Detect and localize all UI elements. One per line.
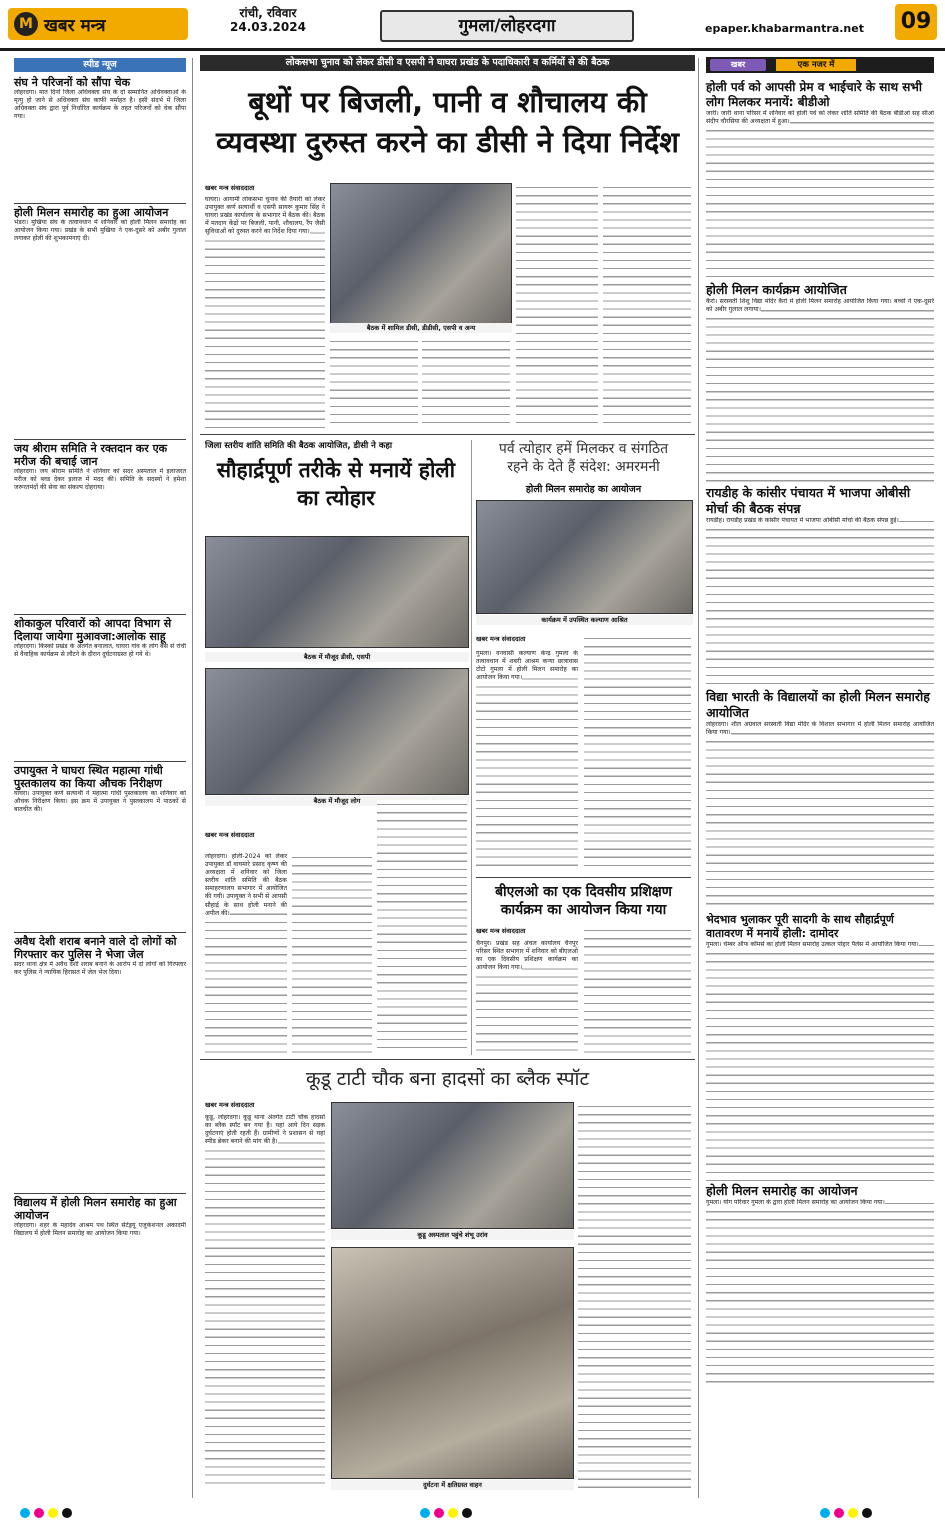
lead-photo xyxy=(330,183,512,325)
story3-subhead: होली मिलन समारोह का आयोजन xyxy=(525,484,642,495)
brand-mark-icon: M xyxy=(14,12,38,36)
page-number: 09 xyxy=(895,4,937,40)
news-body: लोहरदगा। किस्को प्रखंड के अंतर्गत बनालात, घाघरा गांव के लोग बस से रांची से वैवाहिक कार्यक्रम से लौटने के दौरान दुर्घटनाग्रस्त हो गये थे। xyxy=(14,643,186,659)
news-headline: होली मिलन समारोह का आयोजन xyxy=(706,1183,858,1198)
date-line: 24.03.2024 xyxy=(230,20,306,34)
story3-byline: खबर मन्त्र संवाददाता xyxy=(476,635,526,643)
story5-photo2-caption: दुर्घटना में क्षतिग्रस्त वाहन xyxy=(331,1480,574,1490)
news-body: जारी। जारी थाना परिसर में शनिवार को होली पर्व को लेकर शांति समिति की बैठक बीडीओ सह सीओ संदीप चौरसिया की अध्यक्षता में हुआ। xyxy=(706,110,934,280)
right-news-column xyxy=(706,80,934,1500)
lead-body-col5 xyxy=(603,183,691,428)
news-headline: होली पर्व को आपसी प्रेम व भाईचारे के साथ सभी लोग मिलकर मनायें: बीडीओ xyxy=(706,80,922,109)
story5-photo1 xyxy=(331,1102,574,1229)
story5-byline: खबर मन्त्र संवाददाता xyxy=(205,1101,255,1109)
print-color-marks xyxy=(420,1503,476,1522)
story3-body-col1: गुमला। वनवासी कल्याण केन्द्र गुमला के तत्वावधान में शबरी आश्रम कन्या छात्रावास टोटो गुमला में होली मिलन समारोह का आयोजन किया गया। xyxy=(476,650,578,872)
left-news-column xyxy=(14,76,186,1496)
news-body: लोहरदगा। शील अग्रवाल सरस्वती विद्या मंदिर के विशाल सभागार में होली मिलन समारोह आयोजित किया गया। xyxy=(706,721,934,911)
news-headline: संघ ने परिजनों को सौंपा चेक xyxy=(14,76,131,89)
news-body: घाघरा। उपायुक्त कर्ण सत्यार्थी ने महात्मा गांधी पुस्तकालय का शनिवार को औचक निरीक्षण किया। इस क्रम में उपायुक्त ने पुस्तकालय में पाठकों से बातचीत की। xyxy=(14,790,186,814)
news-headline: रायडीह के कांसीर पंचायत में भाजपा ओबीसी मोर्चा की बैठक संपन्न xyxy=(706,485,911,516)
story2-photo1 xyxy=(205,536,469,648)
speed-news-tag: स्पीड न्यूज xyxy=(14,58,186,72)
place-line: रांची, रविवार xyxy=(239,6,297,20)
brand-logo[interactable] xyxy=(8,8,188,40)
story3-headline-line1: पर्व त्योहार हमें मिलकर व संगठित xyxy=(498,441,669,457)
story4-headline: बीएलओ का एक दिवसीय प्रशिक्षण कार्यक्रम का आयोजन किया गया xyxy=(495,884,672,918)
site-url[interactable]: epaper.khabarmantra.net xyxy=(705,22,864,35)
story5-body-col1: कूडू, लोहरदगा। कूडू थाना अंतर्गत टाटी चौक हादसों का ब्लैक स्पॉट बन गया है। यहां आये दिन सड़क दुर्घटनाएं होती रहती हैं। ग्रामीणों ने प्रशासन से यहां स्पीड ब्रेकर बनाने की मांग की है। xyxy=(205,1114,325,1490)
news-body: भंडरा। मुखिया संघ के तत्वावधान में शनिवार को होली मिलन समारोह का आयोजन किया गया। प्रखंड के सभी मुखिया ने एक-दूसरे को अबीर गुलाल लगाकर होली की शुभकामनाएं दी। xyxy=(14,219,186,243)
story2-photo2-caption: बैठक में मौजूद लोग xyxy=(205,796,469,806)
story5-photo2 xyxy=(331,1247,574,1479)
news-body: गुमला। चेम्बर ऑफ कॉमर्स का होली मिलन समारोह उत्कल पोद्दार पैलेस में आयोजित किया गया। xyxy=(706,941,934,1181)
story5-headline: कूडू टाटी चौक बना हादसों का ब्लैक स्पॉट xyxy=(305,1068,590,1090)
news-headline: विद्या भारती के विद्यालयों का होली मिलन समारोह आयोजित xyxy=(706,689,930,720)
news-body: लोहरदगा। शहर के महादेव आश्रम पथ स्थित सेंटेंड्रयू एजुकेशनल अकादमी विद्यालय में होली मिलन समारोह का आयोजन किया गया। xyxy=(14,1222,186,1238)
news-headline: उपायुक्त ने घाघरा स्थित महात्मा गांधी पुस्तकालय का किया औचक निरीक्षण xyxy=(14,764,163,790)
column-divider xyxy=(698,58,699,1498)
story2-photo1-caption: बैठक में मौजूद डीसी, एसपी xyxy=(205,652,469,662)
story2-body-col1: लोहरदगा। होली-2024 को लेकर उपायुक्त डॉ वाघमारे प्रसाद कृष्ण की अध्यक्षता में शनिवार को जिला स्तरीय शांति समिति की बैठक समाहरणालय सभागार में आयोजित की गयी। उपायुक्त ने सभी से आपसी सौहार्द्र के साथ होली मनाने की अपील की। xyxy=(205,853,287,1053)
news-headline: शोकाकुल परिवारों को आपदा विभाग से दिलाया जायेगा मुआवजा:आलोक साहू xyxy=(14,617,172,643)
place-date xyxy=(230,6,306,34)
lead-body-col1: घाघरा। आगामी लोकसभा चुनाव की तैयारी को लेकर उपायुक्त कर्ण सत्यार्थी व एसपी सायरू कुमार सिंह ने घाघरा प्रखंड कार्यालय के सभागार में बैठक की। बैठक में मतदान केंद्रों पर बिजली, पानी, शौचालय, रैंप जैसी सुविधाओं को दुरुस्त करने का निर्देश दिया गया। xyxy=(205,196,325,428)
story2-byline: खबर मन्त्र संवाददाता xyxy=(205,831,255,839)
news-body: रायडीह। रायडीह प्रखंड के कांसीर पंचायत में भाजपा ओबीसी मोर्चा की बैठक संपन्न हुई। xyxy=(706,517,934,687)
story3-photo-caption: कार्यक्रम में उपस्थित कल्याण आश्रित xyxy=(476,615,693,625)
lead-headline: बूथों पर बिजली, पानी व शौचालय की व्यवस्था दुरुस्त करने का डीसी ने दिया निर्देश xyxy=(215,85,680,159)
print-color-marks xyxy=(820,1503,876,1522)
lead-photo-caption: बैठक में शामिल डीसी, डीडीसी, एसपी व अन्य xyxy=(330,323,512,333)
lead-body-col2 xyxy=(330,337,418,428)
right-tag-bar xyxy=(706,57,934,73)
news-headline: विद्यालय में होली मिलन समारोह का हुआ आयोजन xyxy=(14,1196,177,1222)
lead-body-col4 xyxy=(516,183,598,428)
news-headline: जय श्रीराम समिति ने रक्तदान कर एक मरीज की बचाई जान xyxy=(14,442,168,468)
news-body: सदर थाना क्षेत्र में अवैध देशी शराब बनाने के आरोप में दो लोगों को गिरफ्तार कर पुलिस ने न्यायिक हिरासत में जेल भेज दिया। xyxy=(14,961,186,977)
story5-photo1-caption: कूडू अस्पताल पहुंचे शंभू उरांव xyxy=(331,1230,574,1240)
story2-kicker: जिला स्तरीय शांति समिति की बैठक आयोजित, डीसी ने कहा xyxy=(205,441,393,451)
story3-body-col2 xyxy=(584,634,691,872)
column-divider xyxy=(192,58,193,1498)
news-headline: होली मिलन समारोह का हुआ आयोजन xyxy=(14,206,169,219)
news-body: गुमला। योग परिवार गुमला के द्वारा होली मिलन समारोह का आयोजन किया गया। xyxy=(706,1199,934,1389)
story4-byline: खबर मन्त्र संवाददाता xyxy=(476,927,526,935)
story5-body-col2 xyxy=(578,1102,691,1490)
news-headline: अवैध देशी शराब बनाने वाले दो लोगों को गिरफ्तार कर पुलिस ने भेजा जेल xyxy=(14,935,177,961)
story4-body-col2 xyxy=(584,926,691,1053)
right-tag-label: खबर xyxy=(710,59,766,71)
news-headline: भेदभाव भुलाकर पूरी सादगी के साथ सौहार्द्रपूर्ण वातावरण में मनायें होली: दामोदर xyxy=(706,913,894,940)
brand-name: खबर मन्त्र xyxy=(44,16,106,36)
right-tag-title: एक नजर में xyxy=(776,59,856,71)
lead-body-col3 xyxy=(422,337,510,428)
news-body: कैरो। सरस्वती शिशु विद्या मंदिर कैरो में होली मिलन समारोह आयोजित किया गया। बच्चों ने एक-दूसरे को अबीर गुलाल लगाया। xyxy=(706,298,934,483)
news-body: लोहरदगा। मात दिनों जिला अधिवक्ता संघ के दो सम्मानित अधिवक्ताओं के मृत्यु हो जाने से अधिवक्ता संघ काफी मर्माहत है। इसी संदर्भ में जिला अधिवक्ता संघ द्वारा पूर्व निर्धारित कार्यक्रम के तहत परिजनों को चेक सौंपा गया। xyxy=(14,89,186,121)
story3-photo xyxy=(476,500,693,614)
print-color-marks xyxy=(20,1503,76,1522)
lead-byline: खबर मन्त्र संवाददाता xyxy=(205,184,255,192)
news-body: लोहरदगा। जय श्रीराम समिति ने शनिवार को सदर अस्पताल में इलाजरत मरीज को ब्लड देकर इलाज में मदद की। समिति के सदस्यों ने हमेशा जरूरतमंदों की सेवा का संकल्प दोहराया। xyxy=(14,468,186,492)
section-title: गुमला/लोहरदगा xyxy=(380,10,634,42)
story4-body-col1: चैनपुर। प्रखंड सह अंचल कार्यालय चैनपुर परिसर स्थित सभागार में शनिवार को बीएलओ का एक दिवसीय प्रशिक्षण कार्यक्रम का आयोजन किया गया। xyxy=(476,940,578,1053)
story3-headline xyxy=(476,440,691,476)
story2-body-col2 xyxy=(292,853,372,1053)
news-headline: होली मिलन कार्यक्रम आयोजित xyxy=(706,282,847,297)
story3-headline-line2: रहने के देते हैं संदेश: अमरमनी xyxy=(507,459,660,475)
story2-photo2 xyxy=(205,668,469,795)
story2-body-col3 xyxy=(377,800,467,1053)
story-banner: लोकसभा चुनाव को लेकर डीसी व एसपी ने घाघरा प्रखंड के पदाधिकारी व कर्मियों से की बैठक xyxy=(200,55,695,71)
story2-headline: सौहार्द्रपूर्ण तरीके से मनायें होली का त्योहार xyxy=(216,458,456,510)
